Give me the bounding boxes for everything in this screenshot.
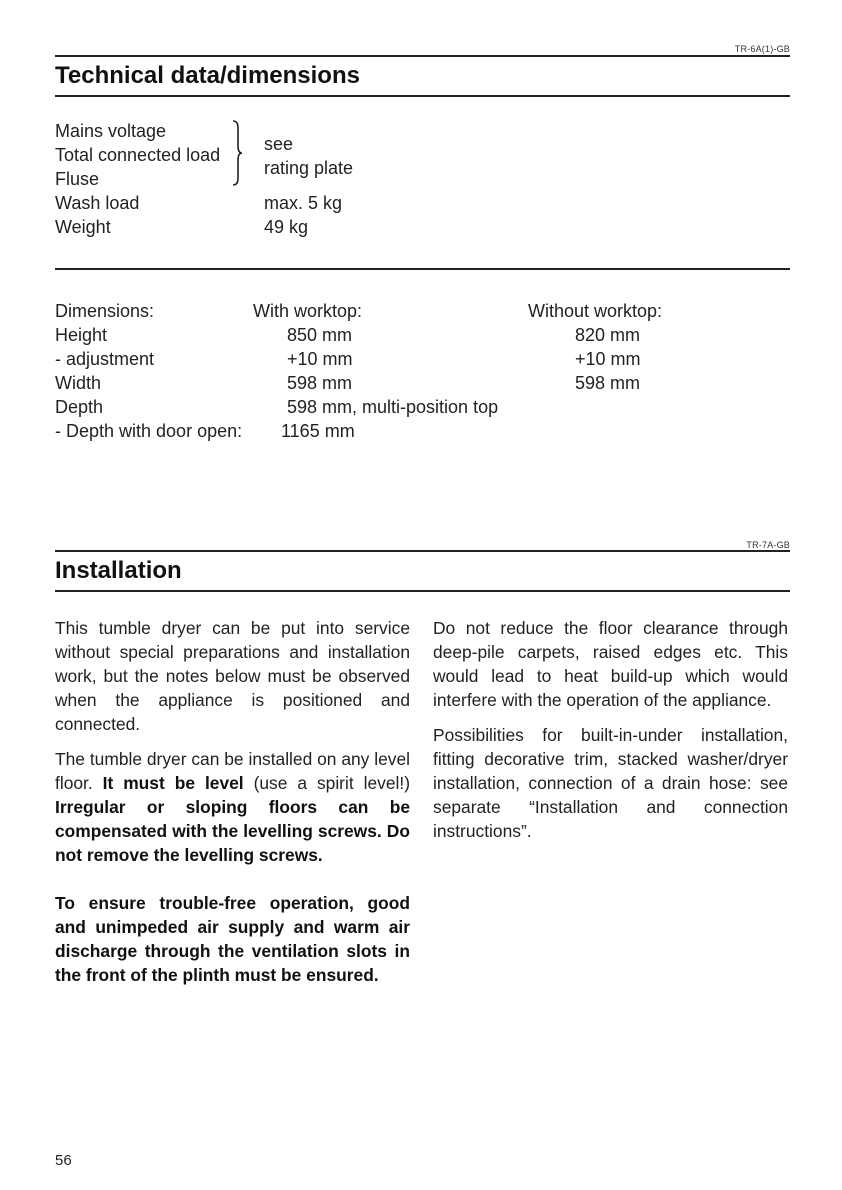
doc-code: TR-6A(1)-GB (734, 44, 790, 54)
dim-row-with: 1165 mm (281, 421, 355, 441)
dim-row-label: Depth (55, 397, 104, 417)
dim-row-label: Height (55, 325, 108, 345)
spec-value: max. 5 kg (264, 193, 343, 213)
column-header-without: Without worktop: (528, 301, 663, 321)
dim-row-label: Width (55, 373, 102, 393)
column-header-with: With worktop: (253, 301, 363, 321)
dim-row-with: +10 mm (287, 349, 353, 369)
spec-label: Weight (55, 217, 111, 237)
spec-value: see (264, 134, 294, 154)
title-underline (55, 590, 790, 592)
top-rule (55, 55, 790, 57)
spec-label: Total connected load (55, 145, 221, 165)
dimensions-header: Dimensions: (55, 301, 155, 321)
page-number: 56 (55, 1152, 72, 1169)
doc-code: TR-7A-GB (746, 540, 790, 550)
spec-label: Mains voltage (55, 121, 167, 141)
spec-label: Wash load (55, 193, 140, 213)
dim-row-without: 820 mm (575, 325, 641, 345)
emphasis-text: Irregular or sloping floors can be compensated with the levelling screws. Do not remove the levelling screws. (55, 797, 410, 865)
curly-brace-icon (231, 120, 243, 186)
dim-row-with: 850 mm (287, 325, 353, 345)
warning-paragraph: To ensure trouble-free operation, good and unimpeded air supply and warm air discharge through the ventilation slots in the front of the plinth must be ensured. (55, 893, 410, 985)
dim-row-without: +10 mm (575, 349, 641, 369)
dim-row-without: 598 mm (575, 373, 641, 393)
spec-value: 49 kg (264, 217, 309, 237)
section-title: Installation (55, 557, 182, 584)
dim-row-label: - adjustment (55, 349, 155, 369)
spec-value: rating plate (264, 158, 354, 178)
top-rule (55, 550, 790, 552)
dim-row-with: 598 mm (287, 373, 353, 393)
divider (55, 268, 790, 270)
paragraph: Do not reduce the floor clearance through deep-pile carpets, raised edges etc. This would lead to heat build-up which would interfere with the operation of the appliance. (433, 618, 788, 710)
emphasis-text: It must be level (102, 773, 244, 793)
paragraph: This tumble dryer can be put into service without special preparations and installation work, but the notes below must be observed when the appliance is positioned and connected. (55, 618, 410, 734)
section-title: Technical data/dimensions (55, 62, 360, 89)
title-underline (55, 95, 790, 97)
dim-row-with: 598 mm, multi-position top (287, 397, 499, 417)
spec-label: Fluse (55, 169, 100, 189)
paragraph: Possibilities for built-in-under installation, fitting decorative trim, stacked washer/dryer installation, connection of a drain hose: see separate “Installation and connection instructions”. (433, 725, 788, 841)
paragraph: The tumble dryer can be installed on any level floor. It must be level (use a spirit level!) Irregular or sloping floors can be compensated with the levelling screws. Do not remove the levelling screws. (55, 749, 410, 865)
dim-row-label: - Depth with door open: (55, 421, 243, 441)
